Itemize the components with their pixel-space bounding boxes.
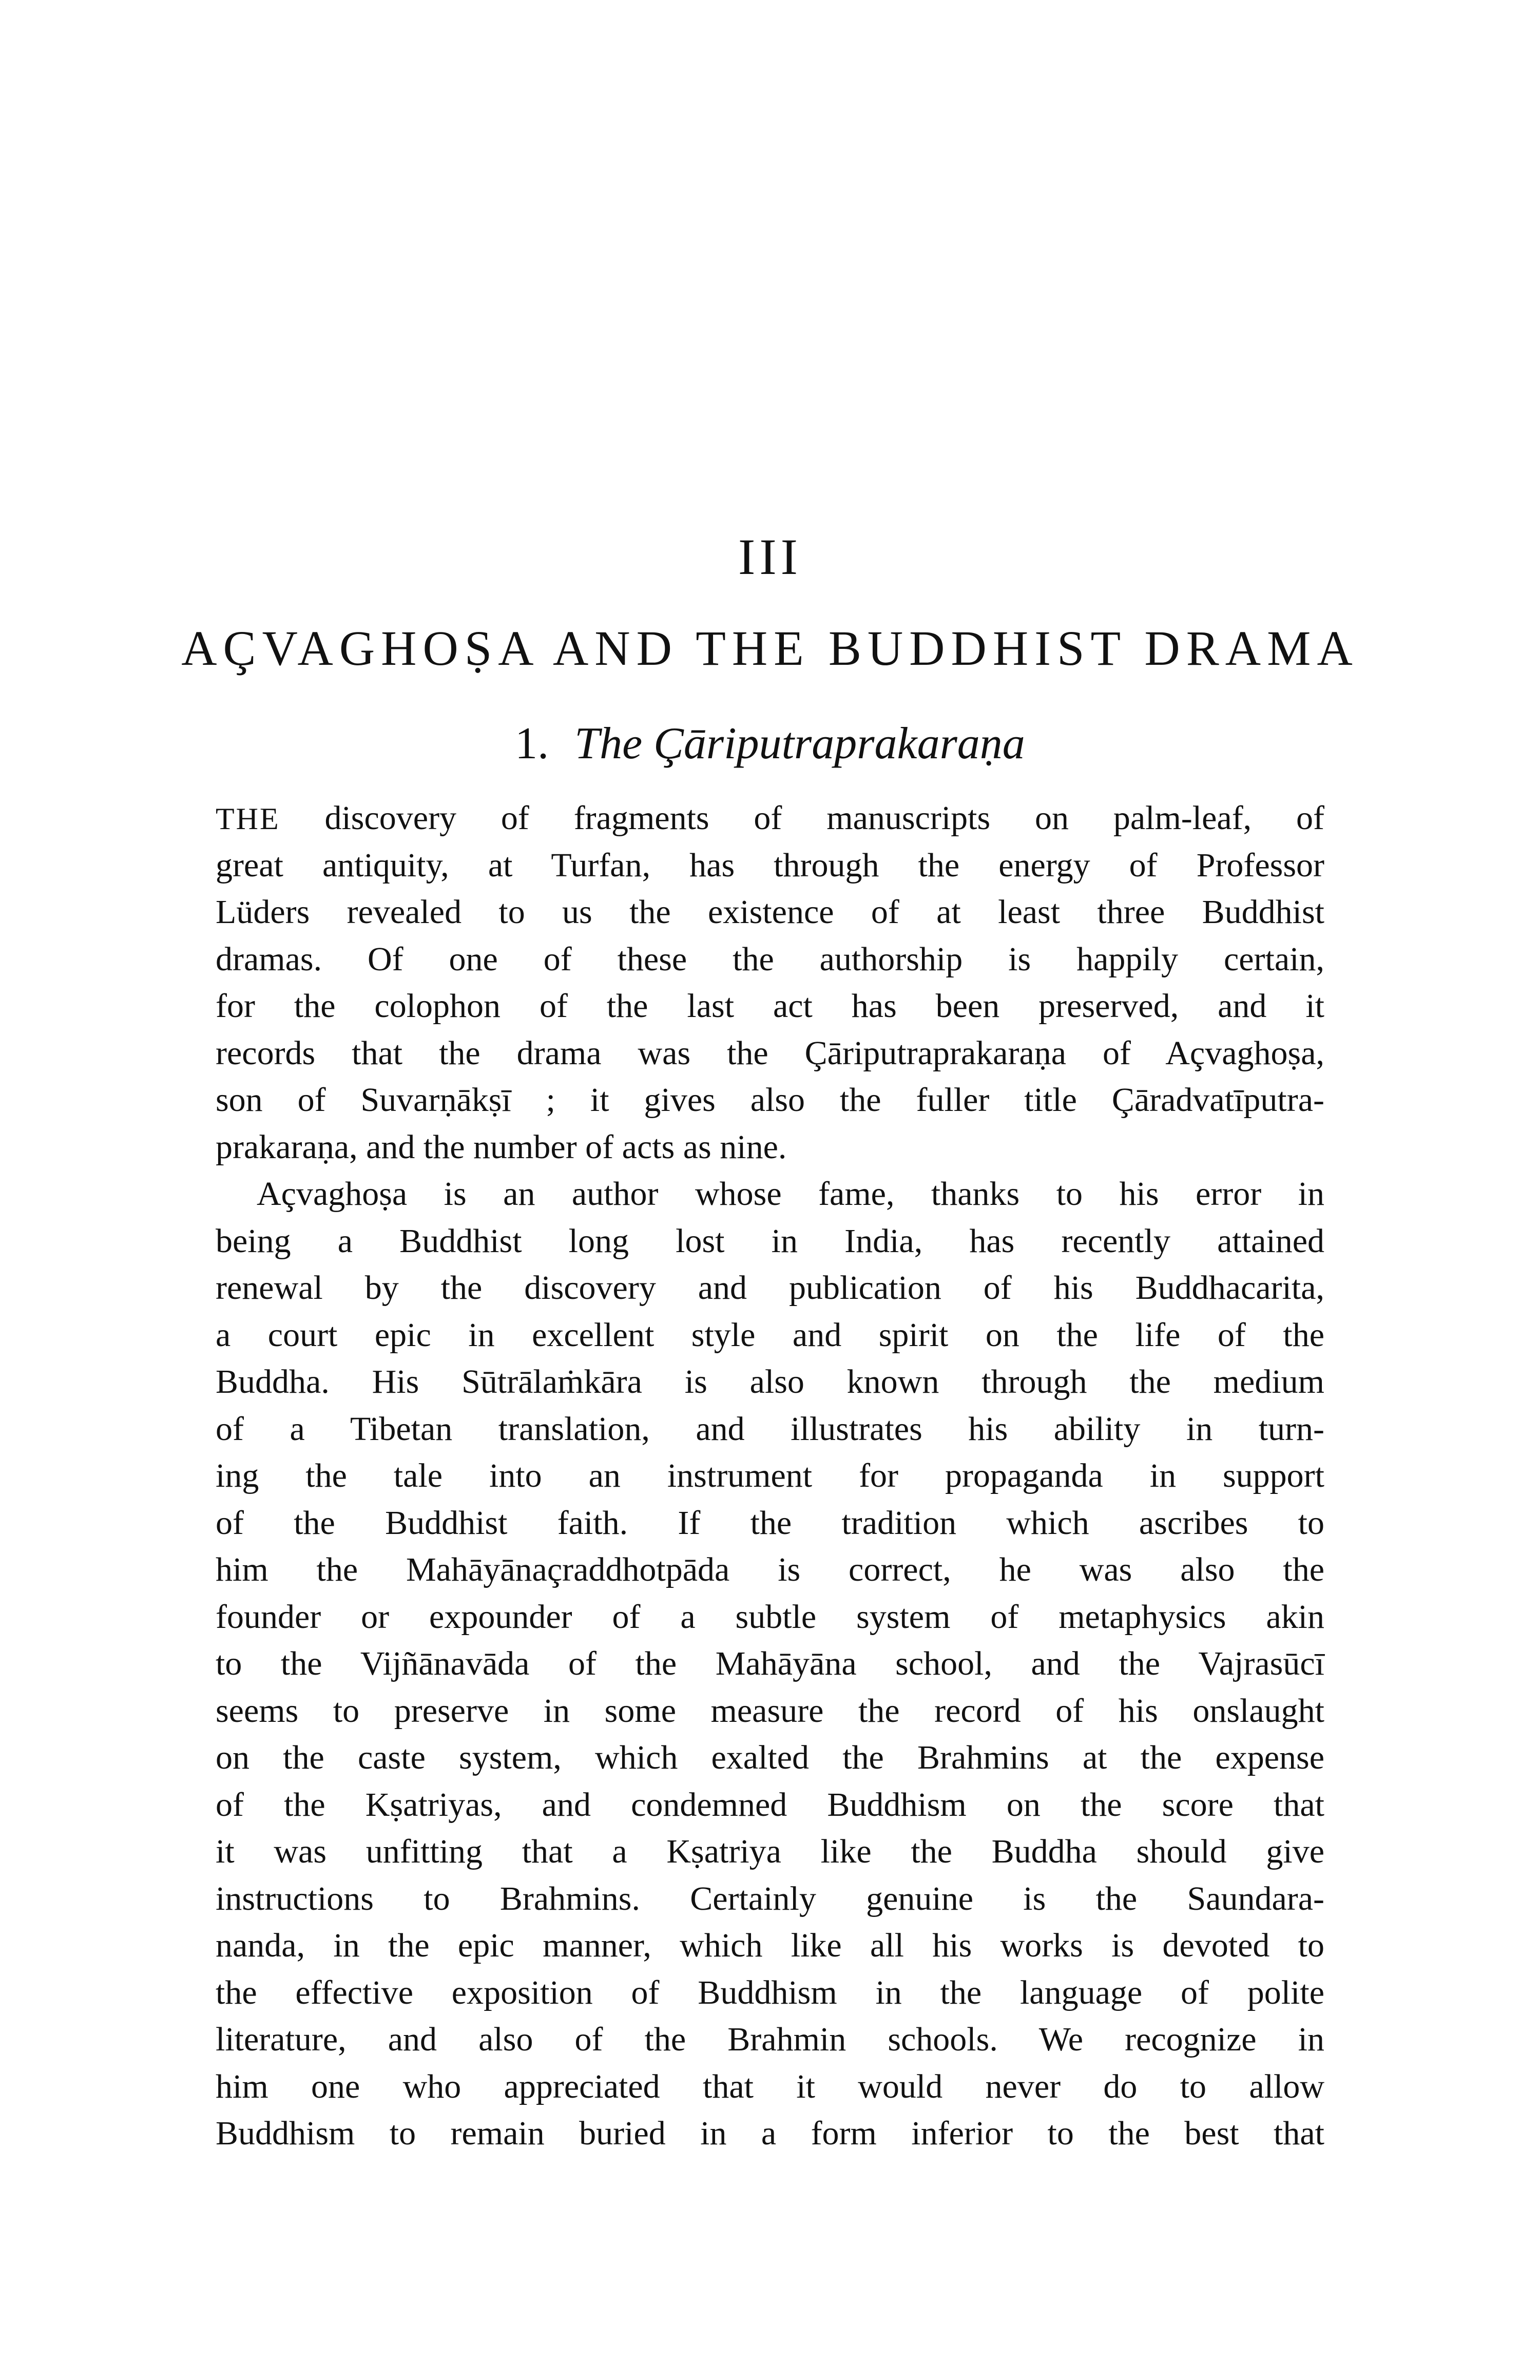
text-line	[216, 795, 1324, 842]
text-line: being a Buddhist long lost in India, has recently attained	[216, 1222, 1324, 1260]
text-line: ing the tale into an instrument for propaganda in support	[216, 1457, 1324, 1494]
text-line: Lüders revealed to us the existence of at least three Buddhist	[216, 893, 1324, 931]
section-number: 1.	[515, 719, 549, 769]
text-line: prakaraṇa, and the number of acts as nine.	[216, 1128, 787, 1166]
text-line: instructions to Brahmins. Certainly genuine is the Saundara-	[216, 1879, 1324, 1917]
text-line: seems to preserve in some measure the record of his onslaught	[216, 1692, 1324, 1730]
text-line: nanda, in the epic manner, which like all his works is devoted to	[216, 1927, 1324, 1964]
section-heading	[0, 719, 1540, 769]
text-line: dramas. Of one of these the authorship is happily certain,	[216, 940, 1324, 978]
text-line: son of Suvarṇākṣī ; it gives also the fuller title Çāradvatīputra-	[216, 1081, 1324, 1119]
text-line: renewal by the discovery and publication of his Buddhacarita,	[216, 1269, 1324, 1307]
section-title: The Çāriputraprakaraṇa	[574, 719, 1025, 769]
chapter-number: III	[738, 528, 802, 585]
text-line: records that the drama was the Çāriputraprakaraṇa of Açvaghoṣa,	[216, 1034, 1324, 1072]
text-line: Buddha. His Sūtrālaṁkāra is also known through the medium	[216, 1363, 1324, 1400]
text-line: a court epic in excellent style and spirit on the life of the	[216, 1316, 1324, 1354]
text-line: of the Kṣatriyas, and condemned Buddhism on the score that	[216, 1786, 1324, 1824]
body-text	[216, 795, 1324, 2157]
text-line: great antiquity, at Turfan, has through the energy of Professor	[216, 846, 1324, 884]
text-line: him one who appreciated that it would never do to allow	[216, 2067, 1324, 2105]
text-line: it was unfitting that a Kṣatriya like the Buddha should give	[216, 1833, 1324, 1870]
text-line: him the Mahāyānaçraddhotpāda is correct, he was also the	[216, 1551, 1324, 1588]
text-line: on the caste system, which exalted the Brahmins at the expense	[216, 1739, 1324, 1776]
text-line: founder or expounder of a subtle system of metaphysics akin	[216, 1598, 1324, 1636]
text-line: Buddhism to remain buried in a form inferior to the best that	[216, 2115, 1324, 2152]
text-line: literature, and also of the Brahmin schools. We recognize in	[216, 2021, 1324, 2058]
text-line: to the Vijñānavāda of the Mahāyāna school, and the Vajrasūcī	[216, 1645, 1324, 1682]
text-line: the effective exposition of Buddhism in the language of polite	[216, 1973, 1324, 2011]
text-line: for the colophon of the last act has been preserved, and it	[216, 987, 1324, 1025]
chapter-title: AÇVAGHOṢA AND THE BUDDHIST DRAMA	[181, 621, 1359, 676]
text-line: Açvaghoṣa is an author whose fame, thanks to his error in	[257, 1175, 1324, 1213]
text-line: of the Buddhist faith. If the tradition which ascribes to	[216, 1504, 1324, 1542]
text-line: of a Tibetan translation, and illustrates his ability in turn-	[216, 1410, 1324, 1448]
paragraph-lead-word: THE	[216, 802, 280, 836]
text-line-content: discovery of fragments of manuscripts on palm-leaf, of	[324, 799, 1324, 837]
